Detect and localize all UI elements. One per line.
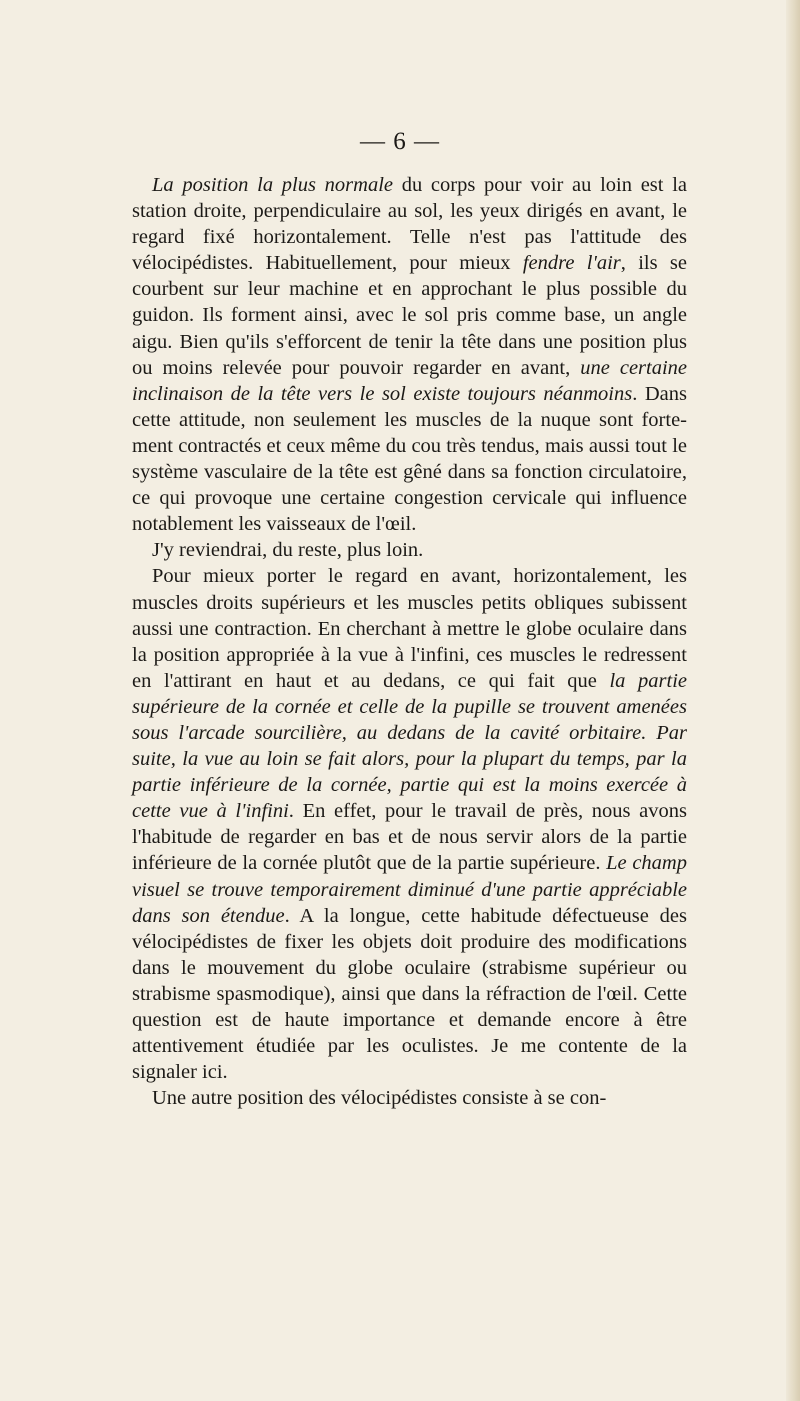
paragraph-4 bbox=[132, 1085, 687, 1111]
body-text bbox=[132, 172, 687, 1111]
text-segment: une certaine inclinaison de la tête vers le sol existe toujours néanmoins bbox=[132, 356, 688, 405]
text-segment: . A la longue, cette habitude défectueuse des vélocipédistes de fixer les objets doit produire des modifications dans le mouvement du globe oculaire (strabisme supérieur ou strabisme spasmodique), ainsi que dans la réfraction de l'œil. Cette question est de haute importance et demande encore à être attentivement étudiée par les oculistes. Je me contente de la signaler ici. bbox=[132, 904, 687, 1084]
text-segment: J'y reviendrai, du reste, plus loin. bbox=[152, 539, 424, 562]
text-segment: La position la plus normale bbox=[152, 174, 393, 196]
paragraph-2 bbox=[132, 537, 687, 563]
text-segment: du corps pour voir au loin est la station droite, perpendiculaire au sol, les yeux dirigés en avant, le regard fixé horizontalement. Telle n'est pas l'attitude des vélocipédistes. Habituellement, pour mieux bbox=[132, 174, 687, 275]
paragraph-3 bbox=[132, 563, 687, 1085]
paragraph-1 bbox=[132, 172, 687, 537]
text-segment: Pour mieux porter le regard en avant, horizontalement, les muscles droits supérieurs et les muscles petits obliques subissent aussi une contraction. En cherchant à mettre le globe oculaire dans la position appropriée à la vue à l'infini, ces muscles le redressent en l'attirant en haut et au dedans, ce qui fait que bbox=[132, 565, 687, 692]
text-segment: . En effet, pour le travail de près, nous avons l'habitude de regarder en bas et de nous servir alors de la partie inférieure de la cornée plutôt que de la partie supérieure. bbox=[132, 800, 687, 875]
text-segment: . Dans cette attitude, non seulement les muscles de la nuque sont fortement contractés et ceux même du cou très tendus, mais aussi tout le système vasculaire de la tête est gêné dans sa fonction circulatoire, ce qui provoque une certaine congestion cervicale qui influence notablement les vaisseaux de l'œil. bbox=[132, 382, 687, 536]
text-segment: Une autre position des vélocipédistes consiste à se con- bbox=[152, 1087, 607, 1110]
text-segment: Le champ visuel se trouve temporairement diminué d'une partie appréciable dans son étendue bbox=[132, 852, 687, 927]
text-segment: la partie supérieure de la cornée et celle de la pupille se trouvent amenées sous l'arcade sourcilière, au dedans de la cavité orbitaire. Par suite, la vue au loin se fait alors, pour la plupart du temps, par la partie inférieure de la cornée, partie qui est la moins exercée à cette vue à l'infini bbox=[132, 669, 687, 823]
page-edge-shadow bbox=[786, 0, 800, 1401]
page-number: — 6 — bbox=[360, 128, 440, 155]
text-segment: fendre l'air bbox=[522, 252, 621, 275]
text-segment: , ils se courbent sur leur machine et en approchant le plus possible du guidon. Ils forment ainsi, avec le sol pris comme base, un angle aigu. Bien qu'ils s'efforcent de tenir la tête dans une position plus ou moins relevée pour pouvoir regarder en avant, bbox=[132, 252, 687, 379]
